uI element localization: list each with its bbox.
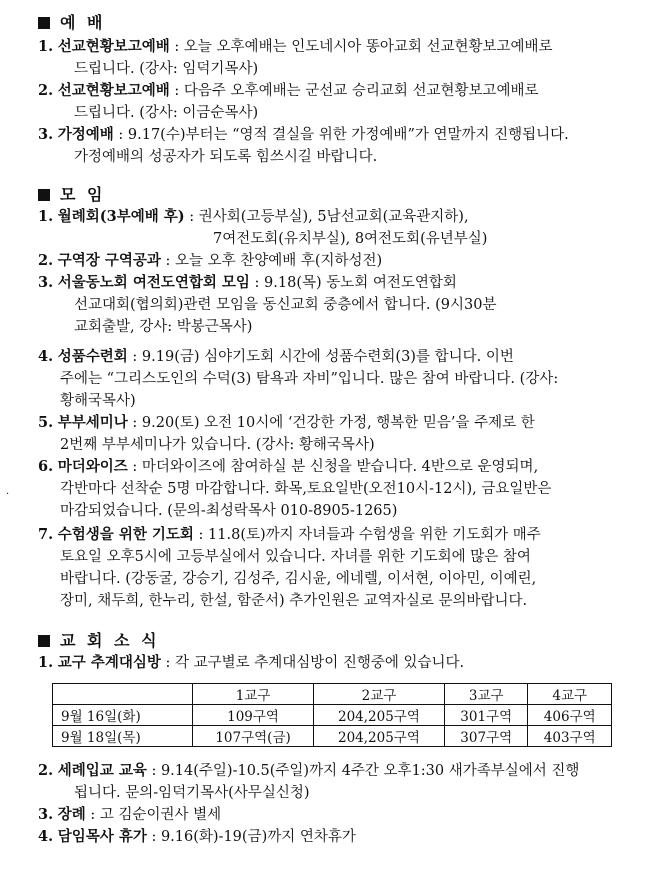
worship-item-3 (38, 124, 650, 168)
table-header-cell (53, 684, 193, 705)
item-line: 드립니다. (강사: 이금순목사) (74, 105, 259, 121)
table-row (53, 726, 612, 747)
visitation-schedule-table (52, 683, 612, 747)
table-header-cell: 3교구 (444, 684, 528, 705)
black-square-icon (38, 635, 50, 647)
section-title: 예 배 (60, 13, 106, 32)
table-cell-date: 9월 18일(목) (53, 726, 193, 747)
item-title: 교구 추계대심방 (57, 654, 161, 671)
table-cell-date: 9월 16일(화) (53, 705, 193, 726)
item-line: 각 교구별로 추계대심방이 진행중에 있습니다. (174, 655, 465, 671)
worship-item-1 (38, 36, 650, 80)
item-title: 구역장 구역공과 (57, 252, 161, 269)
table-cell: 307구역 (444, 726, 528, 747)
item-line: 다음주 오후예배는 군선교 승리교회 선교현황보고예배로 (183, 83, 539, 99)
worship-item-2 (38, 80, 650, 124)
table-cell: 204,205구역 (313, 705, 444, 726)
item-title: 세례입교 교육 (57, 762, 147, 779)
item-line: 고 김순이권사 별세 (99, 807, 222, 823)
item-sep: : (85, 807, 100, 823)
item-line: 주에는 “그리스도인의 수덕(3) 탐욕과 자비”입니다. 많은 참여 바랍니다. (강사: (60, 371, 559, 387)
item-line: 드립니다. (강사: 임덕기목사) (74, 61, 259, 77)
item-line: 11.8(토)까지 자녀들과 수험생을 위한 기도회가 매주 (208, 527, 541, 543)
item-title: 담임목사 휴가 (57, 828, 147, 845)
section-heading-church-news (38, 628, 160, 651)
item-sep: : (169, 83, 184, 99)
table-header-cell: 2교구 (313, 684, 444, 705)
item-sep: : (193, 527, 209, 543)
item-line: 마감되었습니다. (문의-최성락목사 010-8905-1265) (60, 503, 398, 519)
section-title: 모 임 (60, 185, 106, 204)
item-number: 1. (38, 38, 54, 55)
item-line: 9.14(주일)-10.5(주일)까지 4주간 오후1:30 새가족부실에서 진행 (160, 763, 580, 779)
meeting-item-2 (38, 250, 650, 272)
item-line: 7여전도회(유치부실), 8여전도회(유년부실) (213, 231, 488, 247)
item-sep: : (127, 459, 142, 475)
section-title: 교 회 소 식 (60, 631, 160, 650)
item-title: 성품수련회 (57, 348, 128, 365)
margin-mark: . (6, 486, 10, 497)
item-title: 선교현황보고예배 (57, 82, 170, 99)
item-sep: : (146, 829, 161, 845)
item-number: 2. (38, 252, 54, 269)
item-line: 9.20(토) 오전 10시에 ‘건강한 가정, 행복한 믿음’을 주제로 한 (141, 415, 535, 431)
table-cell: 107구역(금) (193, 726, 314, 747)
item-line: 2번째 부부세미나가 있습니다. (강사: 황해국목사) (60, 437, 375, 453)
item-title: 월례회(3부예배 후) (57, 208, 185, 225)
item-line: 교회출발, 강사: 박봉근목사) (74, 319, 253, 335)
item-line: 선교대회(협의회)관련 모임을 동신교회 중층에서 합니다. (9시30분 (74, 297, 497, 313)
table-header-cell: 4교구 (528, 684, 612, 705)
table-cell: 403구역 (528, 726, 612, 747)
item-line: 권사회(고등부실), 5남선교회(교육관지하), (198, 209, 469, 225)
item-number: 2. (38, 762, 54, 779)
item-number: 6. (38, 458, 54, 475)
item-title: 부부세미나 (57, 414, 128, 431)
item-sep: : (113, 127, 128, 143)
item-line: 장미, 채두희, 한누리, 한설, 함준서) 추가인원은 교역자실로 문의바랍니다. (60, 593, 528, 609)
item-title: 서울동노회 여전도연합회 모임 (57, 274, 250, 291)
item-sep: : (160, 253, 175, 269)
item-sep: : (127, 349, 142, 365)
item-number: 7. (38, 526, 54, 543)
item-line: 황해국목사) (60, 393, 136, 409)
item-number: 2. (38, 82, 54, 99)
table-cell: 109구역 (193, 705, 314, 726)
item-number: 1. (38, 654, 54, 671)
meeting-item-6 (38, 456, 650, 522)
item-line: 오늘 오후 찬양예배 후(지하성전) (174, 253, 383, 269)
item-number: 4. (38, 828, 54, 845)
table-header-row (53, 684, 612, 705)
item-sep: : (146, 763, 161, 779)
meeting-item-5 (38, 412, 650, 456)
item-line: 각반마다 선착순 5명 마감합니다. 화목,토요일반(오전10시-12시), 금요일반은 (60, 481, 552, 497)
item-title: 마더와이즈 (57, 458, 128, 475)
item-sep: : (184, 209, 199, 225)
meeting-item-7 (38, 524, 650, 612)
black-square-icon (38, 189, 50, 201)
meeting-item-3 (38, 272, 650, 338)
item-line: 오늘 오후예배는 인도네시아 똥아교회 선교현황보고예배로 (183, 39, 553, 55)
table-cell: 301구역 (444, 705, 528, 726)
item-number: 4. (38, 348, 54, 365)
item-title: 가정예배 (57, 126, 114, 143)
table-header-cell: 1교구 (193, 684, 314, 705)
item-sep: : (160, 655, 175, 671)
item-sep: : (249, 275, 265, 291)
item-sep: : (169, 39, 184, 55)
section-heading-meetings (38, 182, 105, 205)
item-title: 선교현황보고예배 (57, 38, 170, 55)
news-item-1 (38, 652, 650, 674)
item-number: 3. (38, 806, 54, 823)
table-cell: 406구역 (528, 705, 612, 726)
section-heading-worship (38, 10, 105, 33)
meeting-item-4 (38, 346, 650, 412)
item-number: 5. (38, 414, 54, 431)
item-number: 3. (38, 126, 54, 143)
item-line: 9.17(수)부터는 “영적 결실을 위한 가정예배”가 연말까지 진행됩니다. (127, 127, 569, 143)
item-line: 됩니다. 문의-임덕기목사(사무실신청) (74, 785, 310, 801)
news-item-4 (38, 826, 650, 848)
item-line: 9.16(화)-19(금)까지 연차휴가 (160, 829, 356, 845)
item-title: 수험생을 위한 기도회 (57, 526, 194, 543)
item-line: 9.19(금) 심야기도회 시간에 성품수련회(3)를 합니다. 이번 (141, 349, 514, 365)
news-item-3 (38, 804, 650, 826)
table-cell: 204,205구역 (313, 726, 444, 747)
black-square-icon (38, 17, 50, 29)
news-item-2 (38, 760, 650, 804)
item-number: 1. (38, 208, 54, 225)
meeting-item-1 (38, 206, 650, 250)
item-line: 토요일 오후5시에 고등부실에서 있습니다. 자녀를 위한 기도회에 많은 참여 (60, 549, 531, 565)
item-line: 마더와이즈에 참여하실 분 신청을 받습니다. 4반으로 운영되며, (141, 459, 539, 475)
item-number: 3. (38, 274, 54, 291)
item-line: 9.18(목) 동노회 여전도연합회 (264, 275, 457, 291)
item-line: 바랍니다. (강동굴, 강승기, 김성주, 김시윤, 에네렐, 이서현, 이아민, 이예린, (60, 571, 537, 587)
table-row (53, 705, 612, 726)
item-line: 가정예배의 성공자가 되도록 힘쓰시길 바랍니다. (74, 149, 378, 165)
item-sep: : (127, 415, 142, 431)
item-title: 장례 (57, 806, 86, 823)
